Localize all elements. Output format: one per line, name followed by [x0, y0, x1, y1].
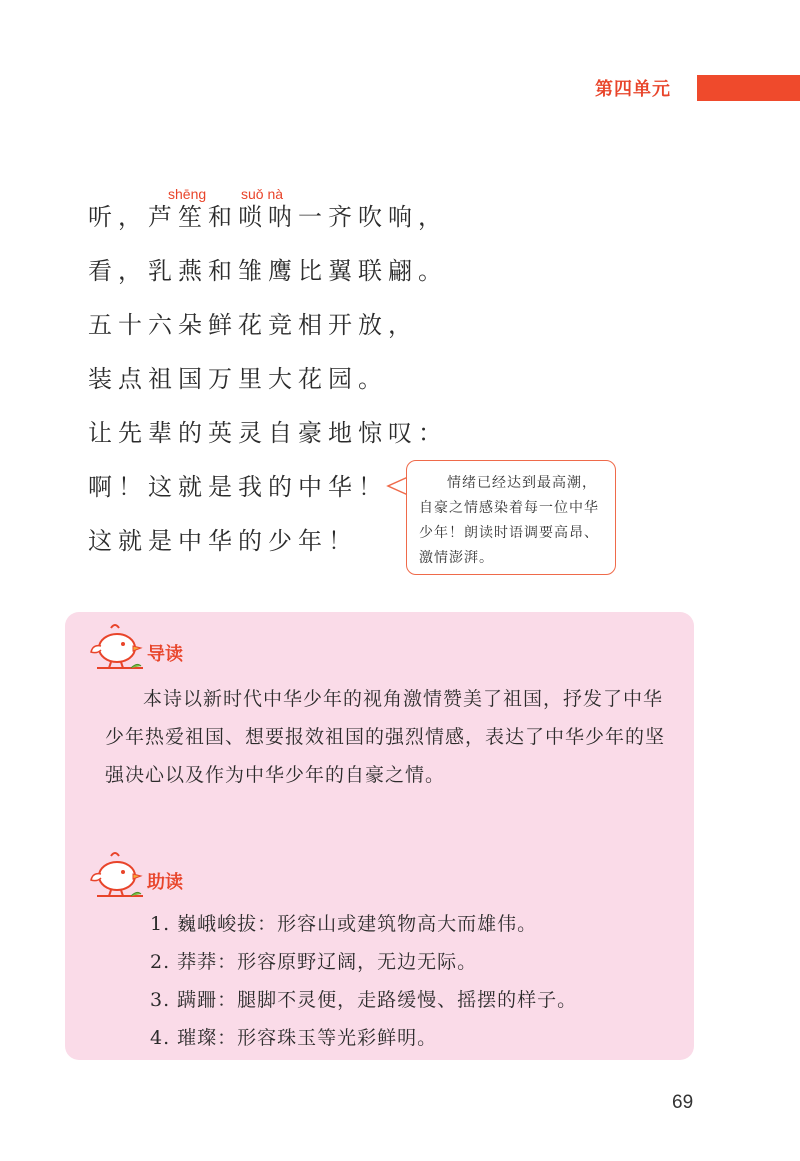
- note-item: 3. 蹒跚：腿脚不灵便，走路缓慢、摇摆的样子。: [150, 989, 578, 1011]
- reading-tip-callout: [406, 460, 616, 575]
- helper-title: 助读: [147, 872, 183, 893]
- unit-title: 第四单元: [595, 79, 671, 100]
- vocabulary-notes: [150, 905, 670, 1057]
- poem-line-7: 这就是中华的少年！: [88, 527, 358, 555]
- unit-header: [595, 75, 671, 101]
- callout-text: 情绪已经达到最高潮，自豪之情感染着每一位中华少年！朗读时语调要高昂、激情澎湃。: [419, 475, 599, 566]
- poem-line-1: [88, 186, 488, 244]
- reading-guide-panel: [65, 612, 694, 1060]
- pinyin-suona: suǒ nà: [241, 186, 284, 202]
- pinyin-sheng: shēng: [168, 186, 207, 202]
- bird-icon: [87, 620, 145, 672]
- guide-text: [105, 680, 675, 794]
- poem-line-6: 啊！这就是我的中华！: [88, 473, 388, 501]
- poem-line-4: 装点祖国万里大花园。: [88, 365, 388, 393]
- unit-color-bar: [697, 75, 800, 101]
- page-number: 69: [672, 1092, 694, 1113]
- guide-paragraph: 本诗以新时代中华少年的视角激情赞美了祖国，抒发了中华少年热爱祖国、想要报效祖国的强烈情感，表达了中华少年的坚强决心以及作为中华少年的自豪之情。: [105, 688, 666, 786]
- note-item: 4. 璀璨：形容珠玉等光彩鲜明。: [150, 1027, 438, 1049]
- poem-line-2: 看，乳燕和雏鹰比翼联翩。: [88, 257, 448, 285]
- guide-title: 导读: [147, 644, 183, 665]
- helper-heading: [87, 848, 183, 900]
- bird-icon: [87, 848, 145, 900]
- note-item: 2. 莽莽：形容原野辽阔，无边无际。: [150, 951, 478, 973]
- guide-heading: [87, 620, 183, 672]
- poem-line-3: 五十六朵鲜花竞相开放，: [88, 311, 418, 339]
- poem-line-text: 听，芦笙和唢呐一齐吹响，: [88, 203, 448, 231]
- poem-line-5: 让先辈的英灵自豪地惊叹：: [88, 419, 448, 447]
- note-item: 1. 巍峨峻拔：形容山或建筑物高大而雄伟。: [150, 913, 538, 935]
